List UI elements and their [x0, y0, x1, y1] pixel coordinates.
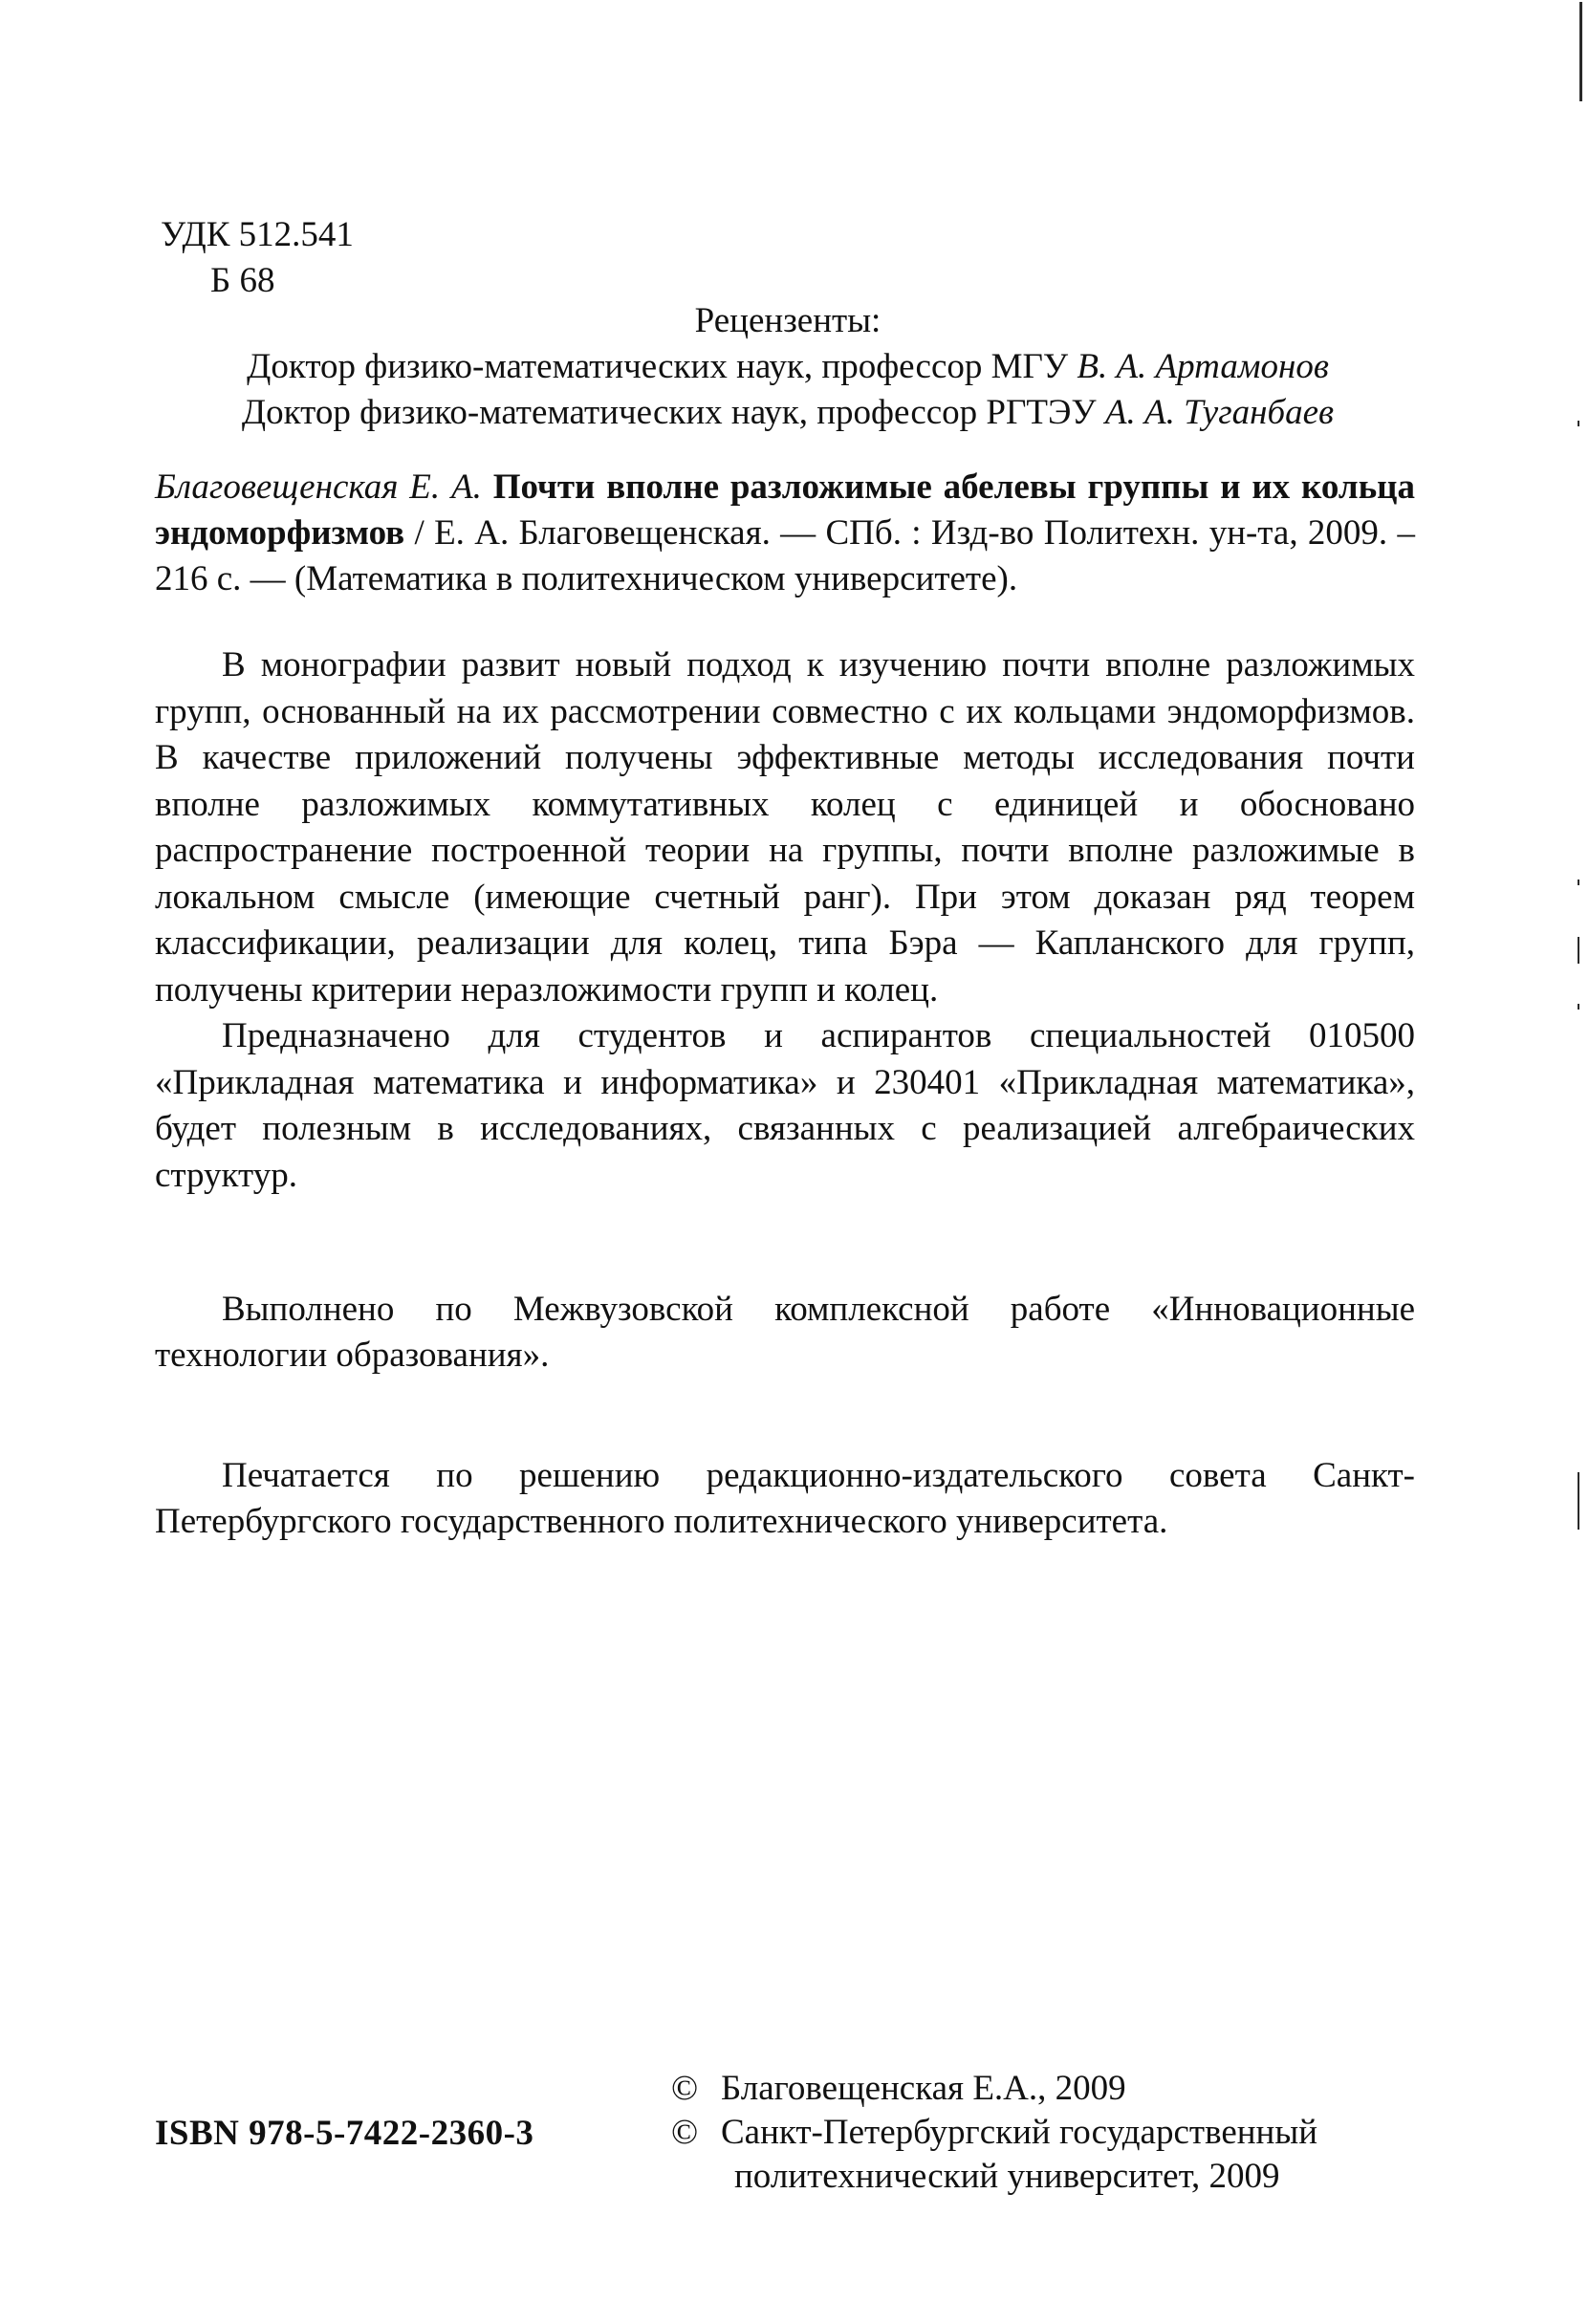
udk-code: УДК 512.541	[161, 215, 354, 254]
copyright-symbol: ©	[671, 2069, 699, 2108]
reviewer-role: Доктор физико-математических наук, профессор МГУ	[247, 347, 1077, 386]
copyright-block	[671, 2067, 1317, 2199]
publication-details: / Е. А. Благовещенская. — СПб. : Изд-во Политехн. ун-та, 2009. – 216 с. — (Математика в политехническом университете).	[155, 513, 1415, 598]
copyright-line	[671, 2111, 1317, 2155]
approval-note-text: Печатается по решению редакционно-издательского совета Санкт-Петербургского государственного политехнического университета.	[155, 1456, 1415, 1541]
isbn: ISBN 978-5-7422-2360-3	[155, 2114, 534, 2153]
copyright-holder-continued: политехнический университет, 2009	[734, 2157, 1280, 2196]
scan-edge-mark	[1578, 880, 1579, 885]
scan-edge-mark	[1579, 2, 1582, 101]
scan-edge-mark	[1578, 937, 1579, 964]
scan-edge-mark	[1578, 1004, 1579, 1010]
annotation	[155, 642, 1415, 1199]
reviewer-name: В. А. Артамонов	[1077, 347, 1329, 386]
reviewers-heading: Рецензенты:	[694, 301, 882, 340]
scan-edge-mark	[1578, 421, 1579, 426]
reviewer-role: Доктор физико-математических наук, профессор РГТЭУ	[241, 393, 1105, 432]
book-title: Почти вполне разложимые абелевы группы и их кольца эндоморфизмов	[155, 467, 1415, 553]
reviewer-name: А. А. Туганбаев	[1104, 393, 1335, 432]
program-note-text: Выполнено по Межвузовской комплексной работе «Инновационные технологии образования».	[155, 1290, 1415, 1375]
annotation-paragraph: Предназначено для студентов и аспирантов специальностей 010500 «Прикладная математика и информатика» и 230401 «Прикладная математика», будет полезным в исследованиях, связанных с реализацией алгебраических структур.	[155, 1016, 1415, 1195]
reviewers-block	[161, 298, 1415, 436]
book-author: Благовещенская Е. А.	[155, 467, 482, 507]
program-note	[155, 1287, 1415, 1379]
approval-note	[155, 1453, 1415, 1545]
bbk-code: Б 68	[210, 261, 275, 300]
bibliographic-record	[155, 465, 1415, 602]
copyright-holder: Санкт-Петербургский государственный	[721, 2113, 1318, 2152]
reviewer-line	[161, 344, 1415, 390]
reviewer-line	[161, 390, 1415, 436]
scan-edge-mark	[1578, 1472, 1579, 1530]
copyright-holder: Благовещенская Е.А., 2009	[721, 2069, 1126, 2108]
copyright-symbol: ©	[671, 2113, 699, 2152]
copyright-line	[671, 2067, 1317, 2111]
classification-codes	[161, 212, 354, 304]
annotation-paragraph: В монографии развит новый подход к изучению почти вполне разложимых групп, основанный на их рассмотрении совместно с их кольцами эндоморфизмов. В качестве приложений получены эффективные методы исследования почти вполне разложимых коммутативных колец с единицей и обосновано распространение построенной теории на группы, почти вполне разложимые в локальном смысле (имеющие счетный ранг). При этом доказан ряд теорем классификации, реализации для колец, типа Бэра — Капланского для групп, получены критерии неразложимости групп и колец.	[155, 645, 1415, 1010]
